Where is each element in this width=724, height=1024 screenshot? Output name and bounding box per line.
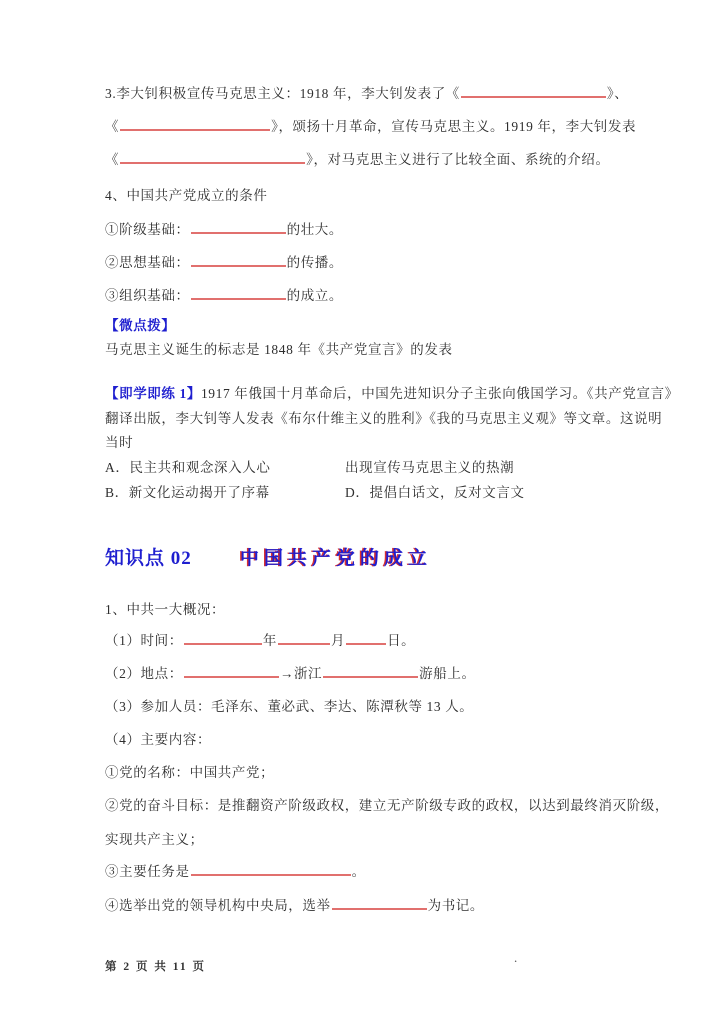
text-run: （4）主要内容： xyxy=(105,732,212,747)
text-run: B．新文化运动揭开了序幕 xyxy=(105,485,270,500)
knowledge-point-label: 知识点 02 xyxy=(105,548,192,569)
text-run: A．民主共和观念深入人心 xyxy=(105,460,271,475)
fill-in-blank-underline xyxy=(184,631,262,645)
fill-in-blank-underline xyxy=(332,896,427,910)
meeting-place xyxy=(105,664,476,684)
item4-point1 xyxy=(105,220,343,240)
text-run: ①阶级基础： xyxy=(105,222,190,237)
meeting-members xyxy=(105,697,473,717)
text-run: 【微点拨】 xyxy=(105,318,176,333)
fill-in-blank-underline xyxy=(191,286,286,300)
fill-in-blank-underline xyxy=(120,117,270,131)
item4-point3 xyxy=(105,286,343,306)
page-footer: 第 2 页 共 11 页 xyxy=(105,961,206,973)
practice1-options-row2 xyxy=(105,483,525,503)
item3-line2 xyxy=(105,117,636,137)
fill-in-blank-underline xyxy=(346,631,386,645)
fill-in-blank-underline xyxy=(191,862,351,876)
text-run: 【即学即练 1】 xyxy=(105,386,201,401)
text-run: 日。 xyxy=(387,633,416,648)
text-run: 翻译出版，李大钊等人发表《布尔什维主义的胜利》《我的马克思主义观》等文章。这说明 xyxy=(105,411,663,426)
text-run: 的壮大。 xyxy=(286,222,344,237)
practice1-line1 xyxy=(105,384,679,404)
fill-in-blank-underline xyxy=(120,150,305,164)
fill-in-blank-underline xyxy=(191,253,286,267)
text-run: 《 xyxy=(105,119,120,134)
text-run: ①党的名称：中国共产党； xyxy=(105,765,275,780)
text-run: 1917 年俄国十月革命后，中国先进知识分子主张向俄国学习。《共产党宣言》 xyxy=(200,386,679,401)
item3-line3 xyxy=(105,150,610,170)
stray-dot-mark: . xyxy=(514,950,518,965)
text-run: D．提倡白话文，反对文言文 xyxy=(345,485,525,500)
meeting-content-heading xyxy=(105,730,211,750)
text-run: 当时 xyxy=(105,435,134,450)
text-run: 的成立。 xyxy=(286,288,344,303)
text-run: 的传播。 xyxy=(286,255,344,270)
content-point2a xyxy=(105,796,669,816)
text-run: 》，对马克思主义进行了比较全面、系统的介绍。 xyxy=(306,152,610,167)
tip-text xyxy=(105,340,453,360)
summary-heading xyxy=(105,600,225,620)
text-run: 》、 xyxy=(606,86,629,101)
item4-heading xyxy=(105,186,267,206)
text-run: （2）地点： xyxy=(105,666,183,681)
fill-in-blank-underline xyxy=(278,631,330,645)
text-run: 出现宣传马克思主义的热潮 xyxy=(345,460,515,475)
text-run: ④选举出党的领导机构中央局，选举 xyxy=(105,898,331,913)
content-point1 xyxy=(105,763,274,783)
tip-label xyxy=(105,316,176,336)
text-run: ②思想基础： xyxy=(105,255,190,270)
content-point4 xyxy=(105,896,484,916)
text-run: ②党的奋斗目标：是推翻资产阶级政权，建立无产阶级专政的政权，以达到最终消灭阶级， xyxy=(105,798,669,813)
text-run: 月 xyxy=(330,633,346,648)
item3-line1 xyxy=(105,84,628,104)
text-run: 。 xyxy=(351,864,366,879)
knowledge-point-02-header xyxy=(105,548,433,569)
practice1-line3 xyxy=(105,433,133,453)
text-run: （3）参加人员：毛泽东、董必武、李达、陈潭秋等 13 人。 xyxy=(105,699,474,714)
practice1-line2 xyxy=(105,409,662,429)
knowledge-point-title: 中国共产党的成立 xyxy=(240,548,433,569)
text-run: 3.李大钊积极宣传马克思主义：1918 年，李大钊发表了《 xyxy=(105,86,460,101)
fill-in-blank-underline xyxy=(323,664,418,678)
text-run: →浙江 xyxy=(279,666,323,681)
fill-in-blank-underline xyxy=(184,664,279,678)
meeting-time xyxy=(105,631,415,651)
text-run: 年 xyxy=(262,633,277,648)
text-run: 实现共产主义； xyxy=(105,832,204,847)
item4-point2 xyxy=(105,253,343,273)
text-run: 《 xyxy=(105,152,120,167)
fill-in-blank-underline xyxy=(191,220,286,234)
text-run: ③主要任务是 xyxy=(105,864,190,879)
text-run: 》，颂扬十月革命，宣传马克思主义。1919 年，李大钊发表 xyxy=(271,119,637,134)
text-run: 游船上。 xyxy=(419,666,476,681)
text-run: 马克思主义诞生的标志是 1848 年《共产党宣言》的发表 xyxy=(105,342,453,357)
content-point3 xyxy=(105,862,366,882)
text-run: 4、中国共产党成立的条件 xyxy=(105,188,268,203)
fill-in-blank-underline xyxy=(461,84,606,98)
practice1-options-row1 xyxy=(105,458,515,478)
text-run: 为书记。 xyxy=(427,898,485,913)
text-run: ③组织基础： xyxy=(105,288,190,303)
text-run: （1）时间： xyxy=(105,633,183,648)
content-point2b xyxy=(105,830,204,850)
text-run: 1、中共一大概况： xyxy=(105,602,226,617)
